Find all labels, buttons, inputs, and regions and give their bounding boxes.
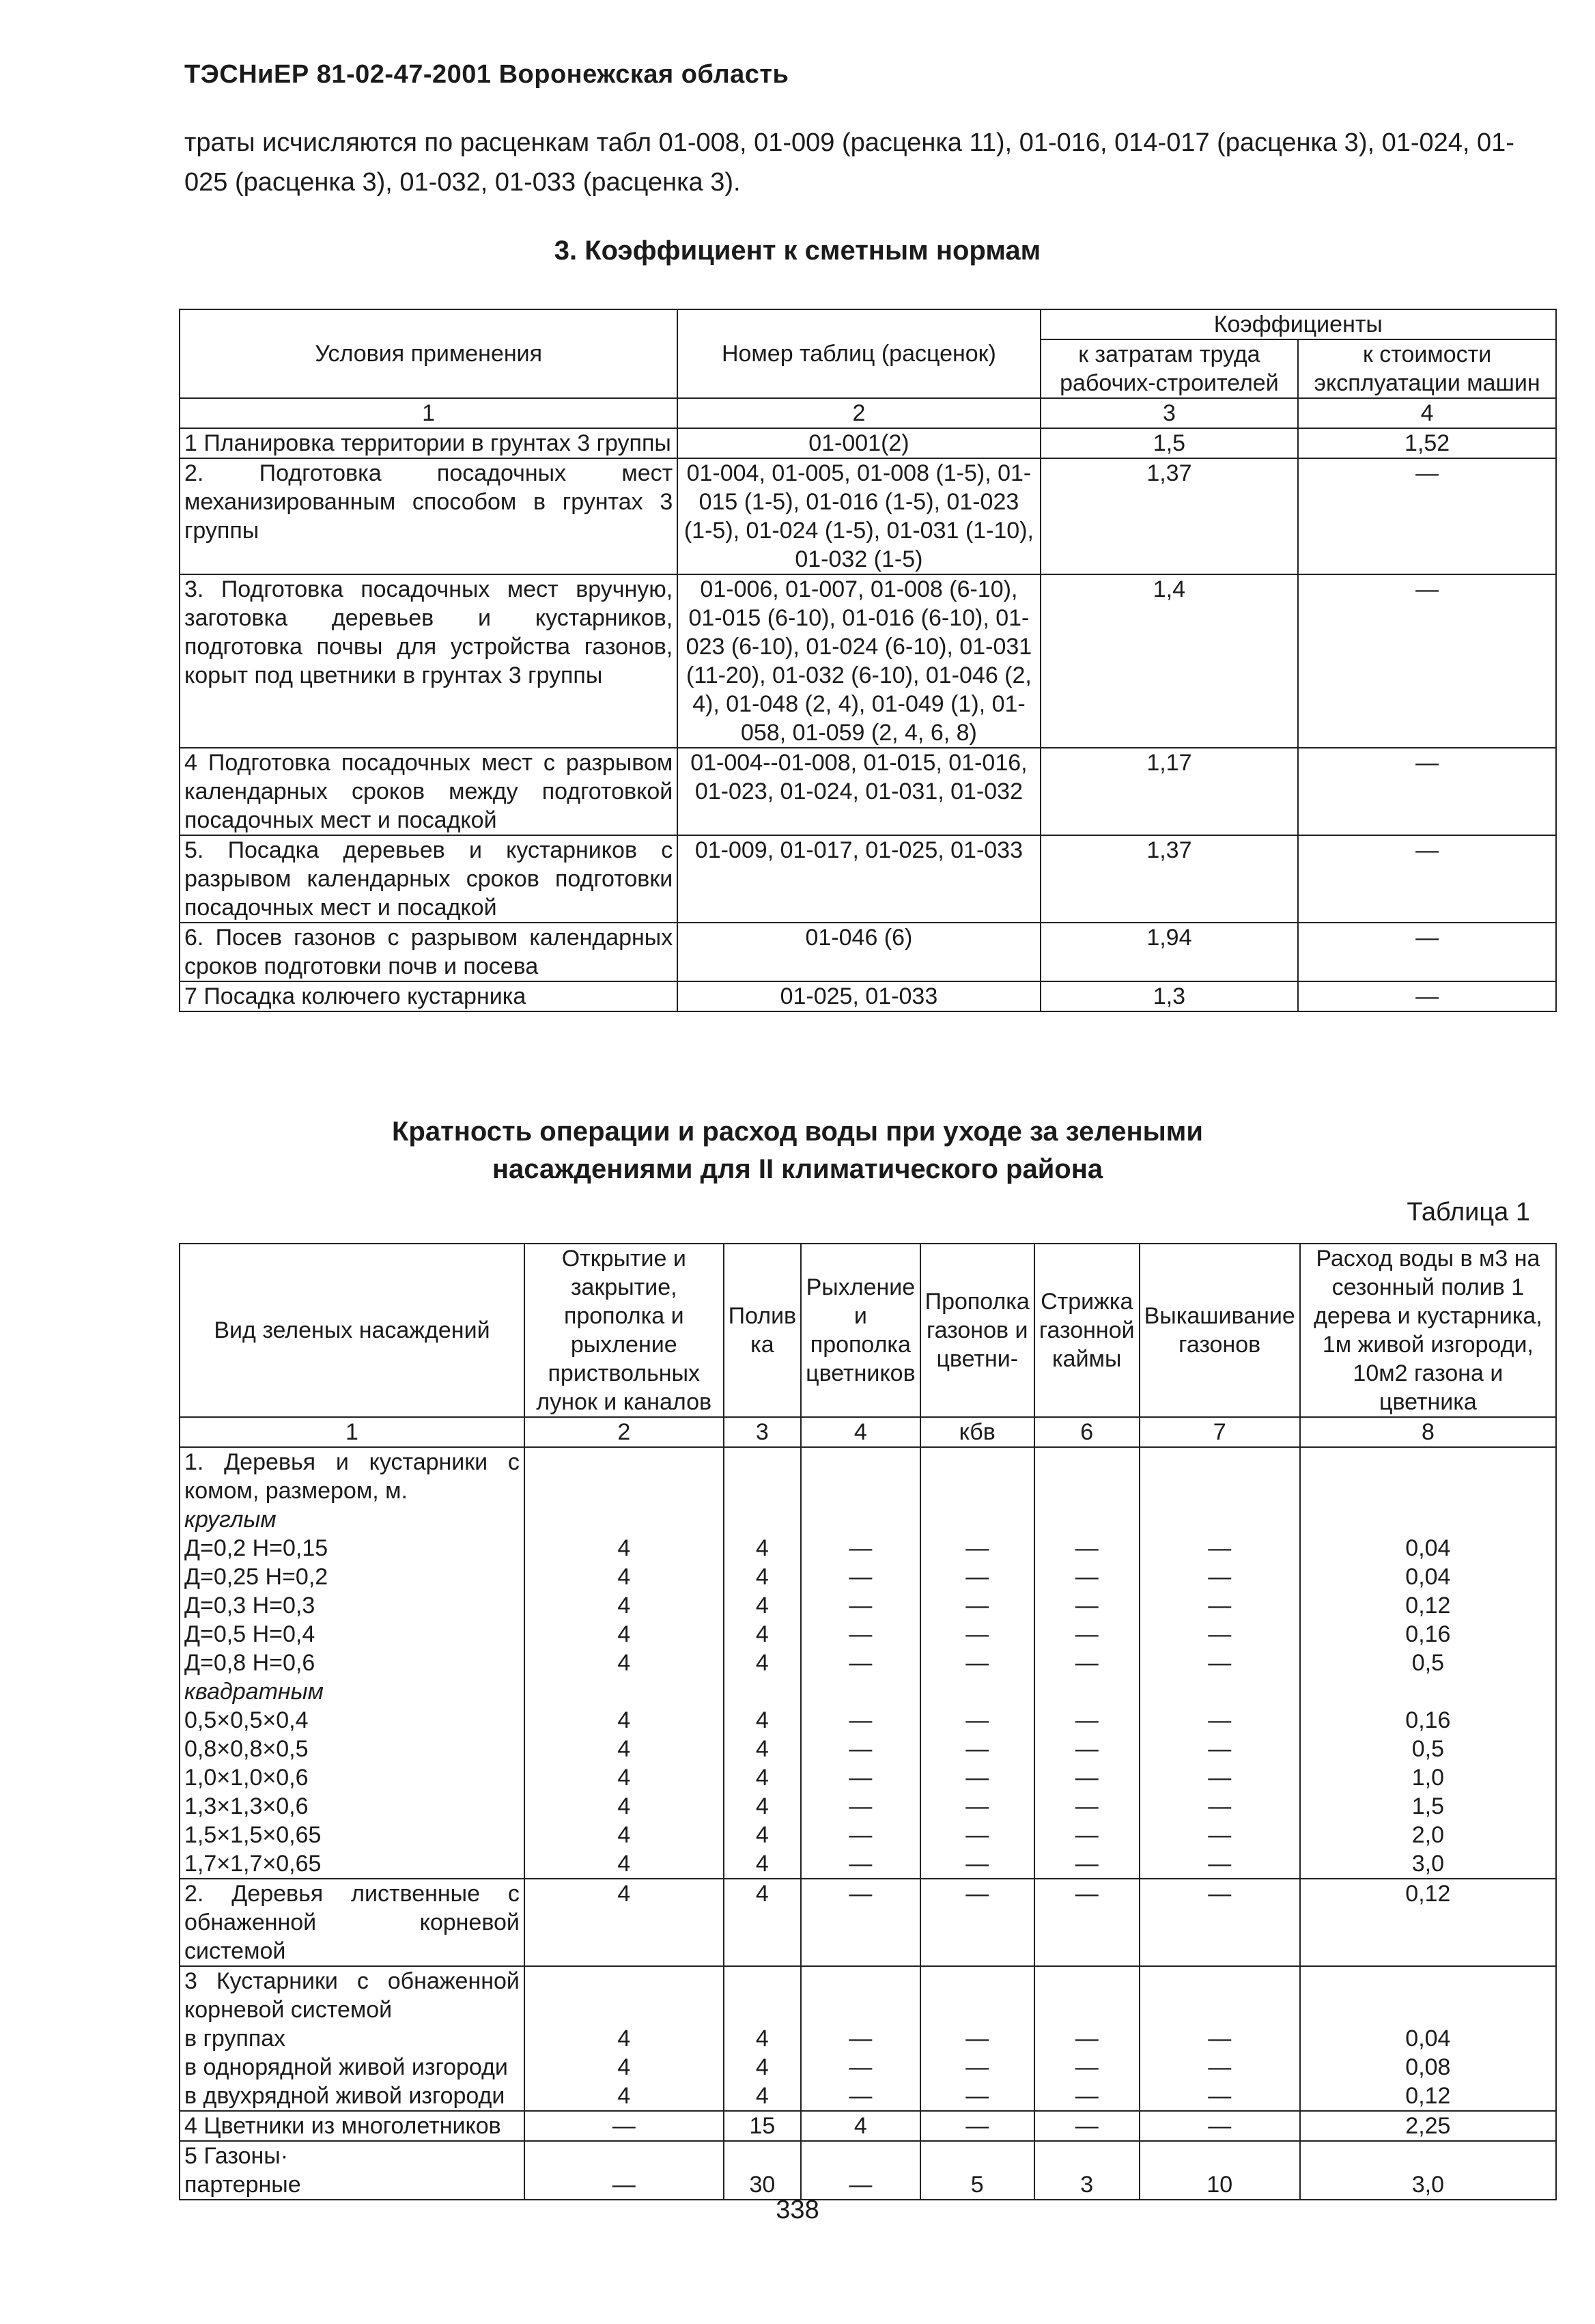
value-cell: 4 (524, 1763, 724, 1792)
empty-cell (1300, 1966, 1556, 2024)
value-cell: 4 (724, 1649, 802, 1677)
empty-cell (724, 1447, 802, 1505)
value-cell: 0,16 (1300, 1706, 1556, 1735)
table-row (180, 923, 1556, 981)
value-cell: — (801, 2053, 920, 2082)
value-cell: — (920, 2082, 1034, 2111)
value-cell: — (920, 2053, 1034, 2082)
value-cell: — (1034, 1763, 1140, 1792)
header-conditions: Условия применения (180, 309, 677, 398)
condition-cell: 5. Посадка деревьев и кустарников с разрывом календарных сроков подготовки посадочных мест и посадкой (180, 835, 677, 923)
section-title: 3. Коэффициент к сметным нормам (554, 236, 1041, 266)
empty-cell (1300, 1677, 1556, 1706)
value-cell: — (1140, 1706, 1300, 1735)
section-row (180, 2141, 1556, 2170)
table-row (180, 1763, 1556, 1792)
value-cell: 4 (524, 1792, 724, 1821)
value-cell: 0,5 (1300, 1735, 1556, 1763)
machine-coefficient-cell: — (1298, 574, 1556, 748)
table-row (180, 1849, 1556, 1879)
value-cell: — (1034, 1706, 1140, 1735)
value-cell: — (1034, 1591, 1140, 1620)
column-header: Открытие и закрытие, прополка и рыхление приствольных лунок и каналов (524, 1244, 724, 1417)
section-row (180, 1966, 1556, 2024)
column-number: 3 (724, 1417, 802, 1447)
coefficient-table (179, 309, 1557, 1012)
intro-paragraph: траты исчисляются по расценкам табл 01-008, 01-009 (расценка 11), 01-016, 014-017 (расценка 3), 01-024, 01-025 (расценка 3), 01-032, 01-033 (расценка 3). (184, 128, 1514, 197)
tables-cell: 01-004, 01-005, 01-008 (1-5), 01-015 (1-5), 01-016 (1-5), 01-023 (1-5), 01-024 (1-5), 01-031 (1-10), 01-032 (1-5) (677, 458, 1040, 574)
value-cell: — (1034, 2053, 1140, 2082)
plant-type-cell: Д=0,2 Н=0,15 (180, 1534, 524, 1563)
value-cell: 0,04 (1300, 1563, 1556, 1591)
value-cell: 4 (524, 1591, 724, 1620)
labor-coefficient-cell: 1,4 (1041, 574, 1299, 748)
value-cell: 4 (724, 1879, 802, 1966)
value-cell: 4 (724, 1821, 802, 1849)
value-cell: — (1140, 2082, 1300, 2111)
value-cell: — (801, 1591, 920, 1620)
document-header: ТЭСНиЕР 81-02-47-2001 Воронежская область (184, 60, 789, 89)
value-cell: 4 (724, 1763, 802, 1792)
header-coefficients: Коэффициенты (1041, 309, 1556, 339)
value-cell: 4 (801, 2111, 920, 2141)
value-cell: 4 (524, 2053, 724, 2082)
column-header: Выкашивание газонов (1140, 1244, 1300, 1417)
value-cell: — (920, 1563, 1034, 1591)
labor-coefficient-cell: 1,37 (1041, 835, 1299, 923)
column-header: Стрижка газонной каймы (1034, 1244, 1140, 1417)
value-cell: — (1140, 1849, 1300, 1879)
empty-cell (1140, 1677, 1300, 1706)
page-number: 338 (776, 2196, 819, 2224)
column-number: 6 (1034, 1417, 1140, 1447)
value-cell: 0,5 (1300, 1649, 1556, 1677)
empty-cell (724, 1966, 802, 2024)
value-cell: 4 (524, 1849, 724, 1879)
value-cell: 4 (524, 2024, 724, 2053)
value-cell: — (920, 1792, 1034, 1821)
value-cell: — (1034, 2024, 1140, 2053)
empty-cell (524, 2141, 724, 2170)
table-row (180, 1879, 1556, 1966)
column-number: 1 (180, 398, 677, 428)
column-number: 1 (180, 1417, 524, 1447)
value-cell: — (801, 1821, 920, 1849)
empty-cell (801, 1966, 920, 2024)
column-number: 8 (1300, 1417, 1556, 1447)
value-cell: — (801, 1849, 920, 1879)
plant-type-cell: Д=0,8 Н=0,6 (180, 1649, 524, 1677)
value-cell: — (1034, 2082, 1140, 2111)
tables-cell: 01-001(2) (677, 428, 1040, 458)
empty-cell (920, 1447, 1034, 1505)
column-number: 7 (1140, 1417, 1300, 1447)
plant-type-cell: 0,8×0,8×0,5 (180, 1735, 524, 1763)
value-cell: 4 (524, 2082, 724, 2111)
value-cell: — (801, 1620, 920, 1649)
empty-cell (920, 2141, 1034, 2170)
machine-coefficient-cell: 1,52 (1298, 428, 1556, 458)
empty-cell (524, 1505, 724, 1534)
value-cell: 15 (724, 2111, 802, 2141)
value-cell: 4 (724, 1591, 802, 1620)
value-cell: 4 (724, 1792, 802, 1821)
column-header: Расход воды в м3 на сезонный полив 1 дерева и кустарника, 1м живой изгороди, 10м2 газона и цветника (1300, 1244, 1556, 1417)
empty-cell (801, 1447, 920, 1505)
value-cell: — (1034, 1879, 1140, 1966)
value-cell: — (801, 1735, 920, 1763)
section-title-cell: квадратным (180, 1677, 524, 1706)
table-row (180, 1620, 1556, 1649)
plant-type-cell: 1,7×1,7×0,65 (180, 1849, 524, 1879)
section-title-cell: 1. Деревья и кустарники с комом, размером, м. (180, 1447, 524, 1505)
table-row (180, 1821, 1556, 1849)
value-cell: 4 (724, 2024, 802, 2053)
machine-coefficient-cell: — (1298, 748, 1556, 835)
value-cell: — (920, 1821, 1034, 1849)
table-row (180, 1792, 1556, 1821)
plant-type-cell: партерные (180, 2170, 524, 2200)
value-cell: — (524, 2111, 724, 2141)
value-cell: — (1140, 1591, 1300, 1620)
condition-cell: 7 Посадка колючего кустарника (180, 981, 677, 1011)
value-cell: 0,08 (1300, 2053, 1556, 2082)
section-row (180, 1447, 1556, 1505)
plant-type-cell: Д=0,5 Н=0,4 (180, 1620, 524, 1649)
value-cell: — (1140, 1534, 1300, 1563)
value-cell: — (1140, 2053, 1300, 2082)
value-cell: 2,0 (1300, 1821, 1556, 1849)
tables-cell: 01-009, 01-017, 01-025, 01-033 (677, 835, 1040, 923)
value-cell: 2,25 (1300, 2111, 1556, 2141)
table-row (180, 1735, 1556, 1763)
column-number-row (180, 398, 1556, 428)
column-number: 4 (801, 1417, 920, 1447)
value-cell: — (1140, 1563, 1300, 1591)
value-cell: — (801, 1534, 920, 1563)
column-header: Рыхление и прополка цветников (801, 1244, 920, 1417)
section-row (180, 1677, 1556, 1706)
value-cell: 4 (724, 2053, 802, 2082)
value-cell: — (801, 1706, 920, 1735)
labor-coefficient-cell: 1,17 (1041, 748, 1299, 835)
value-cell: — (801, 1879, 920, 1966)
plant-type-cell: Д=0,25 Н=0,2 (180, 1563, 524, 1591)
value-cell: — (1034, 1563, 1140, 1591)
value-cell: — (920, 1591, 1034, 1620)
plant-type-cell: 1,0×1,0×0,6 (180, 1763, 524, 1792)
empty-cell (920, 1966, 1034, 2024)
empty-cell (724, 1677, 802, 1706)
value-cell: 0,16 (1300, 1620, 1556, 1649)
value-cell: — (801, 1563, 920, 1591)
value-cell: — (1034, 1735, 1140, 1763)
value-cell: 3,0 (1300, 1849, 1556, 1879)
table-row (180, 2082, 1556, 2111)
header-machines: к стоимости эксплуатации машин (1298, 339, 1556, 398)
value-cell: — (1140, 1821, 1300, 1849)
table-row (180, 2053, 1556, 2082)
plant-type-cell: Д=0,3 Н=0,3 (180, 1591, 524, 1620)
condition-cell: 4 Подготовка посадочных мест с разрывом календарных сроков между подготовкой посадочных мест и посадкой (180, 748, 677, 835)
labor-coefficient-cell: 1,94 (1041, 923, 1299, 981)
column-number: кбв (920, 1417, 1034, 1447)
value-cell: 4 (724, 1563, 802, 1591)
column-number: 2 (524, 1417, 724, 1447)
value-cell: 5 (920, 2170, 1034, 2200)
machine-coefficient-cell: — (1298, 981, 1556, 1011)
empty-cell (724, 1505, 802, 1534)
empty-cell (1034, 1505, 1140, 1534)
table-row (180, 1591, 1556, 1620)
plant-type-cell: 1,5×1,5×0,65 (180, 1821, 524, 1849)
table-row (180, 574, 1556, 748)
table-row (180, 748, 1556, 835)
header-labor: к затратам труда рабочих-строителей (1041, 339, 1299, 398)
labor-coefficient-cell: 1,5 (1041, 428, 1299, 458)
value-cell: — (1140, 1735, 1300, 1763)
value-cell: — (1140, 1879, 1300, 1966)
condition-cell: 1 Планировка территории в грунтах 3 группы (180, 428, 677, 458)
labor-coefficient-cell: 1,3 (1041, 981, 1299, 1011)
value-cell: — (801, 1763, 920, 1792)
value-cell: 3,0 (1300, 2170, 1556, 2200)
value-cell: — (1034, 1620, 1140, 1649)
tables-cell: 01-004--01-008, 01-015, 01-016, 01-023, 01-024, 01-031, 01-032 (677, 748, 1040, 835)
empty-cell (524, 1966, 724, 2024)
value-cell: 0,04 (1300, 2024, 1556, 2053)
value-cell: — (1140, 1620, 1300, 1649)
section-row (180, 1505, 1556, 1534)
empty-cell (1140, 1966, 1300, 2024)
plant-type-cell: 1,3×1,3×0,6 (180, 1792, 524, 1821)
table-label: Таблица 1 (1407, 1198, 1530, 1227)
value-cell: — (1140, 1763, 1300, 1792)
value-cell: — (1140, 1649, 1300, 1677)
value-cell: — (920, 1735, 1034, 1763)
empty-cell (1300, 1447, 1556, 1505)
empty-cell (1140, 1505, 1300, 1534)
value-cell: — (1034, 2111, 1140, 2141)
empty-cell (801, 2141, 920, 2170)
plant-type-cell: в двухрядной живой изгороди (180, 2082, 524, 2111)
column-number: 4 (1298, 398, 1556, 428)
plant-type-cell: в однорядной живой изгороди (180, 2053, 524, 2082)
column-number: 2 (677, 398, 1040, 428)
value-cell: — (1140, 1792, 1300, 1821)
value-cell: 0,04 (1300, 1534, 1556, 1563)
value-cell: 4 (524, 1563, 724, 1591)
value-cell: — (801, 2082, 920, 2111)
value-cell: 0,12 (1300, 2082, 1556, 2111)
table-row (180, 2024, 1556, 2053)
empty-cell (801, 1505, 920, 1534)
value-cell: — (1140, 2111, 1300, 2141)
header-tables: Номер таблиц (расценок) (677, 309, 1040, 398)
section-title-cell: круглым (180, 1505, 524, 1534)
machine-coefficient-cell: — (1298, 923, 1556, 981)
table-row (180, 428, 1556, 458)
value-cell: 4 (524, 1620, 724, 1649)
value-cell: 0,12 (1300, 1879, 1556, 1966)
machine-coefficient-cell: — (1298, 458, 1556, 574)
value-cell: — (1034, 1534, 1140, 1563)
table-row (180, 1534, 1556, 1563)
machine-coefficient-cell: — (1298, 835, 1556, 923)
value-cell: — (920, 2024, 1034, 2053)
labor-coefficient-cell: 1,37 (1041, 458, 1299, 574)
value-cell: 4 (724, 1706, 802, 1735)
value-cell: — (801, 1649, 920, 1677)
table-row (180, 981, 1556, 1011)
empty-cell (1300, 2141, 1556, 2170)
value-cell: — (1140, 2024, 1300, 2053)
value-cell: 4 (724, 1735, 802, 1763)
table-title-line1: Кратность операции и расход воды при уходе за зелеными (392, 1117, 1203, 1147)
value-cell: 4 (724, 1620, 802, 1649)
empty-cell (920, 1505, 1034, 1534)
column-header: Полив ка (724, 1244, 802, 1417)
empty-cell (1140, 2141, 1300, 2170)
value-cell: — (920, 1763, 1034, 1792)
table-row (180, 835, 1556, 923)
plant-type-cell: 4 Цветники из многолетников (180, 2111, 524, 2141)
value-cell: 30 (724, 2170, 802, 2200)
table-row (180, 458, 1556, 574)
value-cell: — (920, 2111, 1034, 2141)
value-cell: — (1034, 1821, 1140, 1849)
table-row (180, 1563, 1556, 1591)
value-cell: 3 (1034, 2170, 1140, 2200)
condition-cell: 6. Посев газонов с разрывом календарных сроков подготовки почв и посева (180, 923, 677, 981)
table-row (180, 1649, 1556, 1677)
value-cell: 4 (524, 1879, 724, 1966)
column-header: Вид зеленых насаждений (180, 1244, 524, 1417)
value-cell: — (1034, 1649, 1140, 1677)
tables-cell: 01-006, 01-007, 01-008 (6-10), 01-015 (6-10), 01-016 (6-10), 01-023 (6-10), 01-024 (6-10), 01-031 (11-20), 01-032 (6-10), 01-046 (2, 4), 01-048 (2, 4), 01-049 (1), 01-058, 01-059 (2, 4, 6, 8) (677, 574, 1040, 748)
value-cell: — (920, 1534, 1034, 1563)
empty-cell (1034, 2141, 1140, 2170)
empty-cell (1034, 1447, 1140, 1505)
plant-type-cell: в группах (180, 2024, 524, 2053)
condition-cell: 3. Подготовка посадочных мест вручную, заготовка деревьев и кустарников, подготовка почвы для устройства газонов, корыт под цветники в грунтах 3 группы (180, 574, 677, 748)
empty-cell (724, 2141, 802, 2170)
section-title-cell: 3 Кустарники с обнаженной корневой системой (180, 1966, 524, 2024)
value-cell: 10 (1140, 2170, 1300, 2200)
table-row (180, 1706, 1556, 1735)
value-cell: 4 (524, 1534, 724, 1563)
empty-cell (524, 1677, 724, 1706)
value-cell: — (920, 1706, 1034, 1735)
value-cell: — (920, 1879, 1034, 1966)
value-cell: — (1034, 1792, 1140, 1821)
water-table (179, 1243, 1557, 2200)
value-cell: — (920, 1620, 1034, 1649)
section-title-cell: 5 Газоны· (180, 2141, 524, 2170)
value-cell: — (1034, 1849, 1140, 1879)
value-cell: 4 (524, 1706, 724, 1735)
table-title-line2: насаждениями для II климатического района (492, 1154, 1103, 1184)
empty-cell (920, 1677, 1034, 1706)
plant-type-cell: 2. Деревья лиственные с обнаженной корневой системой (180, 1879, 524, 1966)
table-row (180, 2111, 1556, 2141)
value-cell: 4 (524, 1821, 724, 1849)
value-cell: — (801, 2024, 920, 2053)
empty-cell (524, 1447, 724, 1505)
plant-type-cell: 0,5×0,5×0,4 (180, 1706, 524, 1735)
tables-cell: 01-025, 01-033 (677, 981, 1040, 1011)
value-cell: 4 (524, 1735, 724, 1763)
column-header: Прополка газонов и цветни- (920, 1244, 1034, 1417)
column-number-row (180, 1417, 1556, 1447)
value-cell: — (801, 2170, 920, 2200)
value-cell: — (524, 2170, 724, 2200)
value-cell: — (920, 1849, 1034, 1879)
tables-cell: 01-046 (6) (677, 923, 1040, 981)
value-cell: 4 (724, 2082, 802, 2111)
value-cell: 1,0 (1300, 1763, 1556, 1792)
value-cell: 1,5 (1300, 1792, 1556, 1821)
empty-cell (1140, 1447, 1300, 1505)
value-cell: 4 (724, 1534, 802, 1563)
value-cell: — (801, 1792, 920, 1821)
value-cell: — (920, 1649, 1034, 1677)
condition-cell: 2. Подготовка посадочных мест механизированным способом в грунтах 3 группы (180, 458, 677, 574)
value-cell: 0,12 (1300, 1591, 1556, 1620)
empty-cell (1300, 1505, 1556, 1534)
value-cell: 4 (724, 1849, 802, 1879)
value-cell: 4 (524, 1649, 724, 1677)
empty-cell (801, 1677, 920, 1706)
column-number: 3 (1041, 398, 1299, 428)
empty-cell (1034, 1677, 1140, 1706)
empty-cell (1034, 1966, 1140, 2024)
